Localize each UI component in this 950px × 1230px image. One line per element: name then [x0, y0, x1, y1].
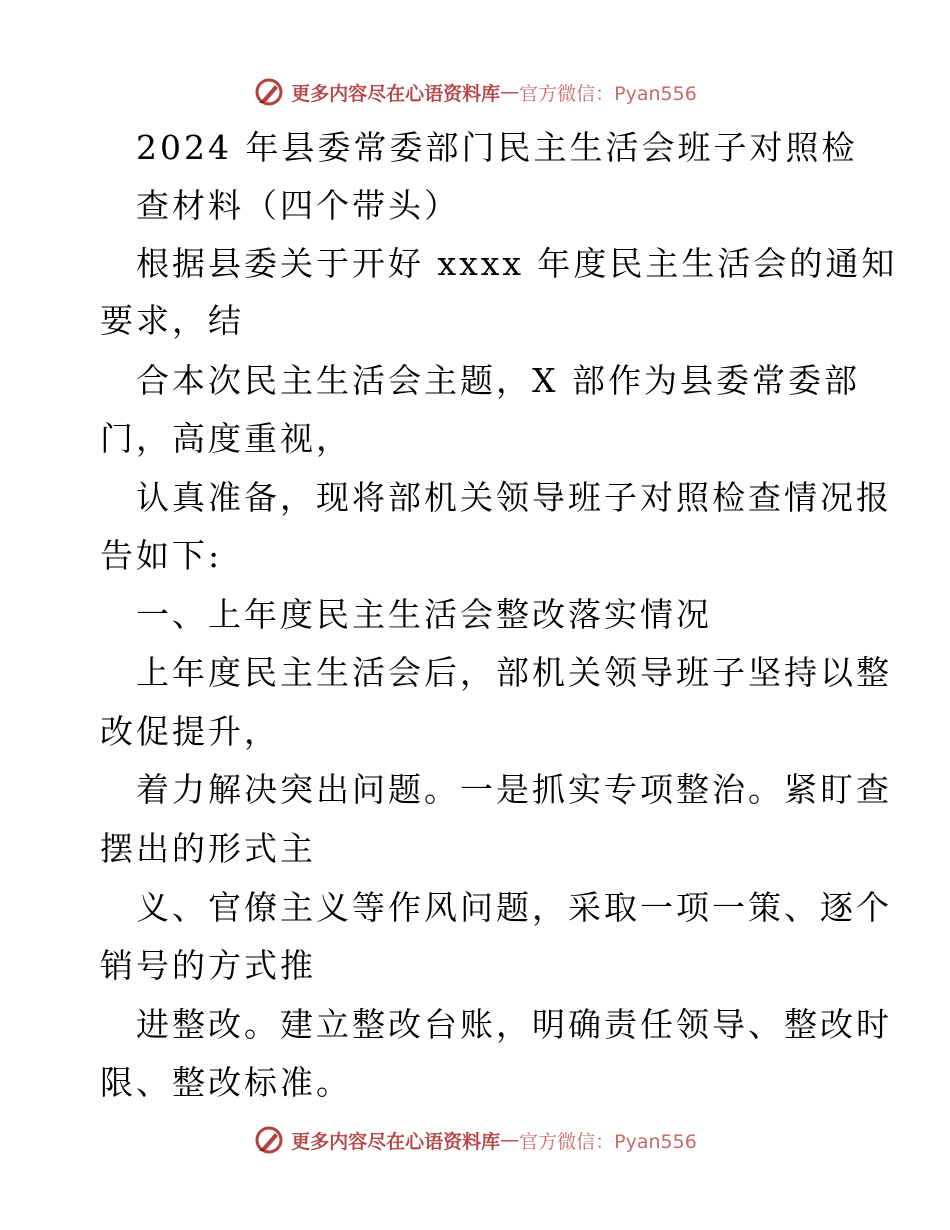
- document-title-line-1: 2024 年县委常委部门民主生活会班子对照检: [136, 128, 858, 167]
- pen-logo-icon: [253, 76, 285, 108]
- paragraph-line: 销号的方式推: [100, 946, 316, 985]
- paragraph-line: 要求，结: [100, 301, 244, 340]
- watermark-banner-top: [0, 72, 950, 112]
- paragraph-line: 限、整改标准。: [100, 1063, 352, 1102]
- paragraph-line: 改促提升，: [100, 712, 280, 751]
- pen-logo-icon: [253, 1124, 285, 1156]
- paragraph-line: 告如下:: [100, 536, 223, 575]
- document-title-line-2: 查材料（四个带头）: [136, 186, 460, 225]
- watermark-contact: 官方微信：Pyan556: [519, 82, 697, 105]
- watermark-contact: 官方微信：Pyan556: [519, 1130, 697, 1153]
- watermark-separator: —: [500, 81, 520, 103]
- watermark-banner-bottom: [0, 1120, 950, 1160]
- watermark-text: 更多内容尽在心语资料库: [291, 1130, 501, 1153]
- paragraph-line: 义、官僚主义等作风问题，采取一项一策、逐个: [136, 888, 892, 927]
- watermark-separator: —: [500, 1129, 520, 1151]
- paragraph-line: 摆出的形式主: [100, 829, 316, 868]
- section-heading: 一、上年度民主生活会整改落实情况: [136, 595, 712, 634]
- paragraph-line: 门，高度重视，: [100, 419, 352, 458]
- paragraph-line: 认真准备，现将部机关领导班子对照检查情况报: [136, 478, 892, 517]
- paragraph-line: 合本次民主生活会主题，X 部作为县委常委部: [136, 361, 860, 400]
- paragraph-line: 根据县委关于开好 xxxx 年度民主生活会的通知: [136, 244, 898, 283]
- watermark-text: 更多内容尽在心语资料库: [291, 82, 501, 105]
- paragraph-line: 着力解决突出问题。一是抓实专项整治。紧盯查: [136, 770, 892, 809]
- paragraph-line: 进整改。建立整改台账，明确责任领导、整改时: [136, 1005, 892, 1044]
- paragraph-line: 上年度民主生活会后，部机关领导班子坚持以整: [136, 653, 892, 692]
